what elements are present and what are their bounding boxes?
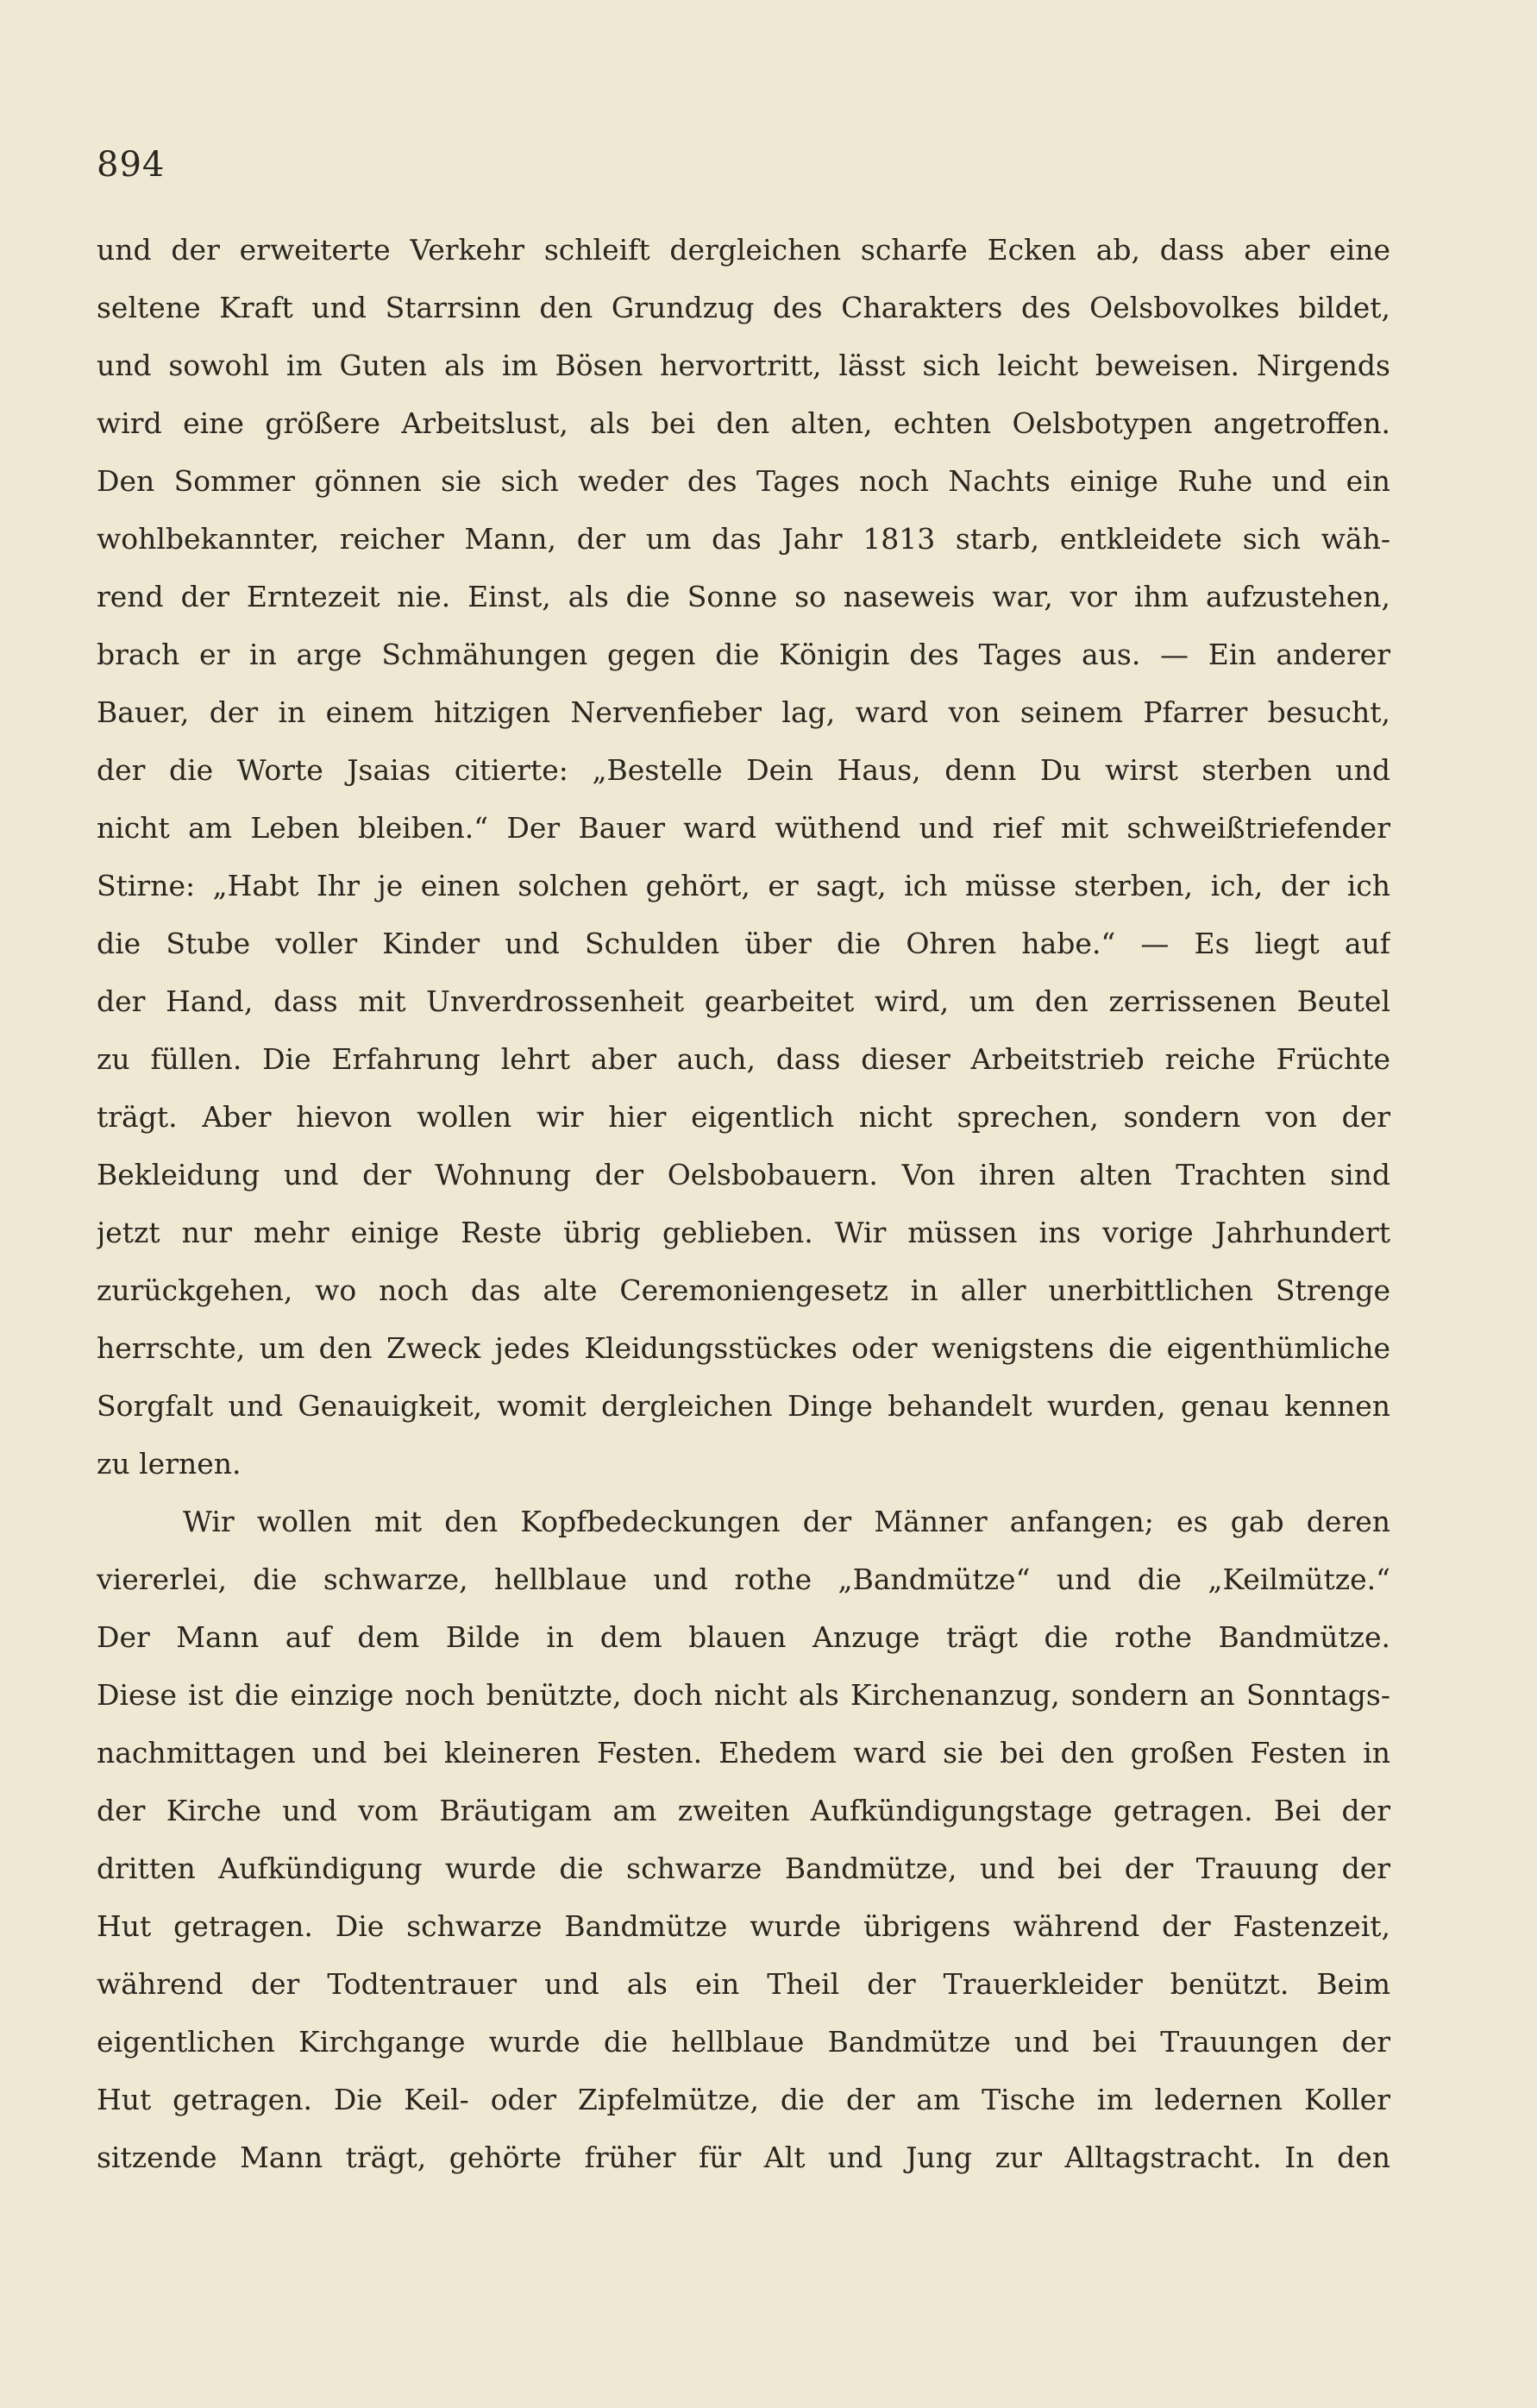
- body-text: [97, 221, 1390, 2186]
- text-line: Den Sommer gönnen sie sich weder des Tages noch Nachts einige Ruhe und ein: [97, 464, 1390, 498]
- paragraph-1: [97, 221, 1390, 1493]
- paragraph-2: [97, 1493, 1390, 2186]
- text-line: eigentlichen Kirchgange wurde die hellblaue Bandmütze und bei Trauungen der: [97, 2025, 1390, 2059]
- text-line: herrschte, um den Zweck jedes Kleidungsstückes oder wenigstens die eigenthümliche: [97, 1331, 1390, 1365]
- text-line: zurückgehen, wo noch das alte Ceremoniengesetz in aller unerbittlichen Strenge: [97, 1273, 1390, 1307]
- text-line: trägt. Aber hievon wollen wir hier eigentlich nicht sprechen, sondern von der: [97, 1100, 1390, 1134]
- text-line: Bekleidung und der Wohnung der Oelsbobauern. Von ihren alten Trachten sind: [97, 1158, 1390, 1191]
- text-line: sitzende Mann trägt, gehörte früher für Alt und Jung zur Alltagstracht. In den: [97, 2141, 1390, 2174]
- text-line: viererlei, die schwarze, hellblaue und rothe „Bandmütze“ und die „Keilmütze.“: [97, 1562, 1390, 1596]
- text-line: Bauer, der in einem hitzigen Nervenfieber lag, ward von seinem Pfarrer besucht,: [97, 695, 1390, 729]
- text-line: Stirne: „Habt Ihr je einen solchen gehört, er sagt, ich müsse sterben, ich, der ich: [97, 869, 1390, 902]
- page-number: 894: [97, 145, 166, 185]
- text-line: und der erweiterte Verkehr schleift dergleichen scharfe Ecken ab, dass aber eine: [97, 233, 1390, 267]
- text-line: Wir wollen mit den Kopfbedeckungen der Männer anfangen; es gab deren: [183, 1505, 1390, 1538]
- text-line: Der Mann auf dem Bilde in dem blauen Anzuge trägt die rothe Bandmütze.: [97, 1620, 1390, 1654]
- text-line: während der Todtentrauer und als ein Theil der Trauerkleider benützt. Beim: [97, 1967, 1390, 2001]
- text-line: der Hand, dass mit Unverdrossenheit gearbeitet wird, um den zerrissenen Beutel: [97, 984, 1390, 1018]
- text-line: Sorgfalt und Genauigkeit, womit dergleichen Dinge behandelt wurden, genau kennen: [97, 1389, 1390, 1423]
- text-line: nicht am Leben bleiben.“ Der Bauer ward wüthend und rief mit schweißtriefender: [97, 811, 1390, 845]
- text-line: Hut getragen. Die schwarze Bandmütze wurde übrigens während der Fastenzeit,: [97, 1909, 1390, 1943]
- text-line: Diese ist die einzige noch benützte, doch nicht als Kirchenanzug, sondern an Sonntags-: [97, 1678, 1390, 1712]
- text-line: Hut getragen. Die Keil- oder Zipfelmütze, die der am Tische im ledernen Koller: [97, 2083, 1390, 2116]
- text-line: zu lernen.: [97, 1447, 242, 1481]
- text-line: wird eine größere Arbeitslust, als bei den alten, echten Oelsbotypen angetroffen.: [97, 406, 1390, 440]
- text-line: der Kirche und vom Bräutigam am zweiten Aufkündigungstage getragen. Bei der: [97, 1794, 1390, 1827]
- text-line: die Stube voller Kinder und Schulden über die Ohren habe.“ — Es liegt auf: [97, 927, 1390, 960]
- text-line: und sowohl im Guten als im Bösen hervortritt, lässt sich leicht beweisen. Nirgends: [97, 349, 1390, 382]
- text-line: zu füllen. Die Erfahrung lehrt aber auch, dass dieser Arbeitstrieb reiche Früchte: [97, 1042, 1390, 1076]
- text-line: wohlbekannter, reicher Mann, der um das Jahr 1813 starb, entkleidete sich wäh-: [97, 522, 1390, 556]
- text-line: der die Worte Jsaias citierte: „Bestelle Dein Haus, denn Du wirst sterben und: [97, 753, 1390, 787]
- text-line: nachmittagen und bei kleineren Festen. Ehedem ward sie bei den großen Festen in: [97, 1736, 1390, 1770]
- text-line: rend der Erntezeit nie. Einst, als die Sonne so naseweis war, vor ihm aufzustehen,: [97, 580, 1390, 613]
- text-line: jetzt nur mehr einige Reste übrig geblieben. Wir müssen ins vorige Jahrhundert: [97, 1216, 1390, 1249]
- text-line: seltene Kraft und Starrsinn den Grundzug des Charakters des Oelsbovolkes bildet,: [97, 291, 1390, 324]
- text-line: brach er in arge Schmähungen gegen die Königin des Tages aus. — Ein anderer: [97, 638, 1390, 671]
- text-line: dritten Aufkündigung wurde die schwarze Bandmütze, und bei der Trauung der: [97, 1852, 1390, 1885]
